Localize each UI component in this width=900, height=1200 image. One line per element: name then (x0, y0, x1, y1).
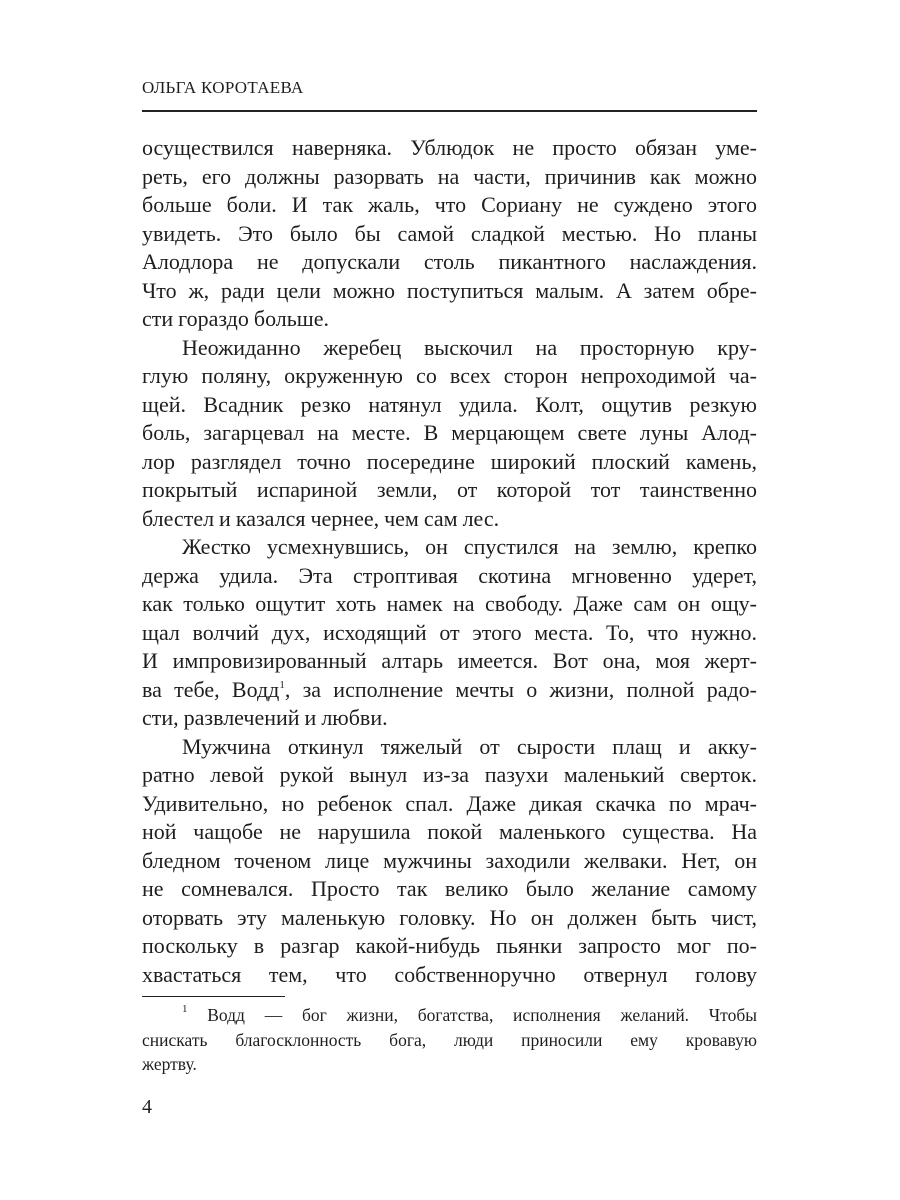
text-line (142, 847, 757, 876)
text-line (142, 619, 757, 648)
text-line (142, 961, 757, 990)
text-line (142, 448, 757, 477)
text-line (142, 505, 757, 534)
line-text: как только ощутит хоть намек на свободу. Даже сам он ощу- (142, 591, 757, 616)
line-text: хвастаться тем, что собственноручно отвернул голову (142, 961, 757, 987)
footnote-reference: 1 (279, 678, 285, 691)
text-line (142, 818, 757, 847)
line-text: не сомневался. Просто так велико было желание самому (142, 876, 757, 901)
line-text: сти, развлечений и любви. (142, 705, 388, 730)
line-text: бледном точеном лице мужчины заходили желваки. Нет, он (142, 847, 757, 873)
line-text: держа удила. Эта строптивая скотина мгновенно удерет, (142, 562, 757, 588)
text-line (142, 334, 757, 363)
text-line (142, 419, 757, 448)
text-line (142, 362, 757, 391)
footnote-text: снискать благосклонность бога, люди приносили ему кровавую (142, 1029, 757, 1050)
line-text: ва тебе, Водд (142, 676, 280, 702)
text-line (142, 533, 757, 562)
header-rule (142, 110, 757, 112)
text-line (142, 134, 757, 163)
line-text: поскольку в разгар какой-нибудь пьянки запросто мог по- (142, 933, 757, 958)
text-line (142, 676, 757, 705)
footnote-text: жертву. (142, 1054, 197, 1074)
line-text: оторвать эту маленькую головку. Но он должен быть чист, (142, 904, 757, 930)
text-line (142, 277, 757, 306)
line-text: глую поляну, окруженную со всех сторон непроходимой ча- (142, 363, 757, 388)
page-number: 4 (142, 1096, 152, 1118)
text-line (142, 904, 757, 933)
footnote-line (142, 1052, 757, 1077)
line-text: Неожиданно жеребец выскочил на просторную кру- (182, 334, 757, 360)
line-text: боль, загарцевал на месте. В мерцающем свете луны Алод- (142, 420, 757, 445)
footnote-line (142, 1003, 757, 1028)
line-text: щал волчий дух, исходящий от этого места. То, что нужно. (142, 619, 757, 645)
line-text: реть, его должны разорвать на части, причинив как можно (142, 163, 757, 189)
body-text (142, 134, 757, 989)
line-text: увидеть. Это было бы самой сладкой местью. Но планы (142, 220, 757, 246)
text-line (142, 875, 757, 904)
footnote-marker: 1 (182, 1003, 188, 1015)
footnote-text: Водд — бог жизни, богатства, исполнения желаний. Чтобы (187, 1005, 757, 1025)
line-text: Алодлора не допускали столь пикантного наслаждения. (142, 249, 757, 274)
text-line (142, 647, 757, 676)
text-line (142, 761, 757, 790)
text-line (142, 305, 757, 334)
text-line (142, 733, 757, 762)
footnote-line (142, 1028, 757, 1053)
footnote-rule (142, 996, 285, 997)
line-text-continued: , за исполнение мечты о жизни, полной радо- (284, 676, 757, 702)
text-line (142, 248, 757, 277)
text-line (142, 163, 757, 192)
line-text: покрытый испариной земли, от которой тот таинственно (142, 477, 757, 502)
line-text: Удивительно, но ребенок спал. Даже дикая скачка по мрач- (142, 790, 757, 816)
line-text: лор разглядел точно посередине широкий плоский камень, (142, 448, 757, 474)
line-text: ратно левой рукой вынул из-за пазухи маленький сверток. (142, 762, 757, 787)
running-head-author: ОЛЬГА КОРОТАЕВА (142, 78, 304, 97)
line-text: И импровизированный алтарь имеется. Вот она, моя жерт- (142, 648, 757, 673)
footnote (142, 1003, 757, 1077)
text-line (142, 220, 757, 249)
line-text: Мужчина откинул тяжелый от сырости плащ и акку- (182, 733, 757, 759)
line-text: осуществился наверняка. Ублюдок не просто обязан уме- (142, 135, 757, 160)
text-line (142, 704, 757, 733)
text-line (142, 191, 757, 220)
text-line (142, 476, 757, 505)
line-text: блестел и казался чернее, чем сам лес. (142, 505, 500, 531)
line-text: Жестко усмехнувшись, он спустился на землю, крепко (182, 534, 757, 559)
text-line (142, 391, 757, 420)
line-text: ной чащобе не нарушила покой маленького существа. На (142, 819, 757, 844)
text-line (142, 590, 757, 619)
text-line (142, 790, 757, 819)
line-text: Что ж, ради цели можно поступиться малым. А затем обре- (142, 277, 757, 303)
text-line (142, 932, 757, 961)
line-text: щей. Всадник резко натянул удила. Колт, ощутив резкую (142, 391, 757, 417)
text-line (142, 562, 757, 591)
line-text: больше боли. И так жаль, что Сориану не суждено этого (142, 192, 757, 217)
line-text: сти гораздо больше. (142, 306, 329, 331)
